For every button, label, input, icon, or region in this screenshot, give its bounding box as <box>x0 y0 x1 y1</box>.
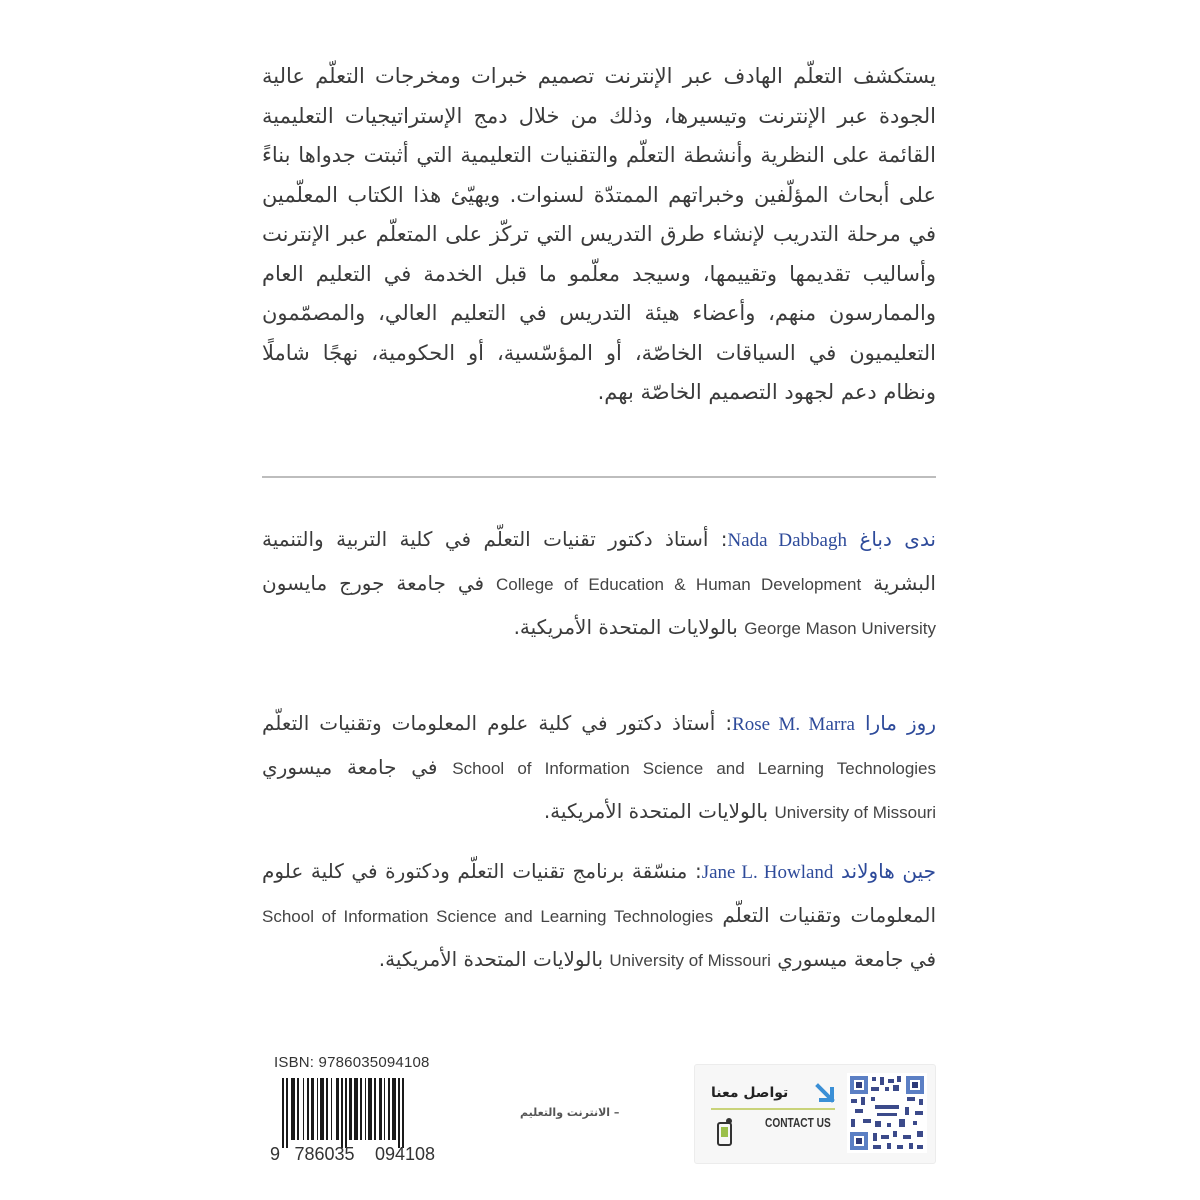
author-bio-text: في جامعة ميسوري <box>770 947 936 971</box>
author-bio-text: بالولايات المتحدة الأمريكية. <box>513 615 745 639</box>
author-name-arabic: جين هاولاند <box>841 859 936 883</box>
qr-code-icon[interactable] <box>847 1073 927 1153</box>
author-bio-jane-howland <box>262 850 936 982</box>
institution-university: University of Missouri <box>774 803 936 822</box>
author-bio-text: بالولايات المتحدة الأمريكية. <box>378 947 610 971</box>
isbn-barcode <box>270 1052 445 1167</box>
barcode-digits-left: 786035 <box>294 1144 355 1164</box>
author-name-english: Rose M. Marra <box>732 714 855 735</box>
author-name-arabic: روز مارا <box>864 711 936 735</box>
author-bio-text: : منسّقة برنامج تقنيات التعلّم ودكتورة في كلية علوم المعلومات وتقنيات التعلّم <box>262 859 936 927</box>
institution-school: School of Information Science and Learning Technologies <box>262 907 714 926</box>
author-bio-nada-dabbagh <box>262 518 936 650</box>
author-bio-text: بالولايات المتحدة الأمريكية. <box>543 799 775 823</box>
barcode-digits <box>270 1144 445 1165</box>
arrow-down-right-icon <box>815 1083 837 1105</box>
author-name-english: Jane L. Howland <box>701 862 834 883</box>
contact-us-card[interactable] <box>694 1064 936 1164</box>
isbn-label: ISBN: 9786035094108 <box>274 1054 430 1071</box>
author-bio-text: في جامعة جورج مايسون <box>262 571 496 595</box>
author-bio-rose-marra <box>262 702 936 834</box>
phone-icon <box>715 1117 735 1147</box>
institution-school: School of Information Science and Learning Technologies <box>452 759 937 778</box>
institution-university: University of Missouri <box>609 951 771 970</box>
contact-label-arabic: تواصل معنا <box>711 1085 789 1101</box>
contact-underline <box>711 1108 835 1110</box>
author-name-arabic: ندى دباغ <box>859 527 937 551</box>
back-cover <box>262 0 936 1200</box>
book-description: يستكشف التعلّم الهادف عبر الإنترنت تصميم خبرات ومخرجات التعلّم عالية الجودة عبر الإنترنت وتيسيرها، وذلك من خلال دمج الإستراتيجيات التعليمية القائمة على النظرية وأنشطة التعلّم والتقنيات التعليمية التي أثبتت جدواها بناءً على أبحاث المؤلّفين وخبراتهم الممتدّة لسنوات. ويهيّئ هذا الكتاب المعلّمين في مرحلة التدريب لإنشاء طرق التدريس التي تركّز على المتعلّم عبر الإنترنت وأساليب تقديمها وتقييمها، وسيجد معلّمو ما قبل الخدمة في التعليم العام والممارسون منهم، وأعضاء هيئة التدريس في التعليم العالي، والمصمّمون التعليميون في السياقات الخاصّة، أو المؤسّسية، أو الحكومية، نهجًا شاملًا ونظام دعم لجهود التصميم الخاصّة بهم. <box>262 64 936 404</box>
author-bio-text: : أستاذ دكتور في كلية علوم المعلومات وتقنيات التعلّم <box>262 711 733 735</box>
author-bio-text: في جامعة ميسوري <box>262 755 453 779</box>
author-name-english: Nada Dabbagh <box>727 530 847 551</box>
section-divider <box>262 476 936 478</box>
institution-college: College of Education & Human Development <box>495 575 862 594</box>
barcode-bars <box>282 1078 442 1148</box>
institution-university: George Mason University <box>744 619 936 638</box>
barcode-digits-right: 094108 <box>374 1144 436 1164</box>
author-bio-text: : أستاذ دكتور تقنيات التعلّم في كلية التربية والتنمية البشرية <box>262 527 936 595</box>
barcode-digit-first: 9 <box>270 1144 281 1164</box>
contact-label-english: CONTACT US <box>765 1115 831 1130</box>
series-label: – الانترنت والتعليم <box>520 1106 620 1119</box>
